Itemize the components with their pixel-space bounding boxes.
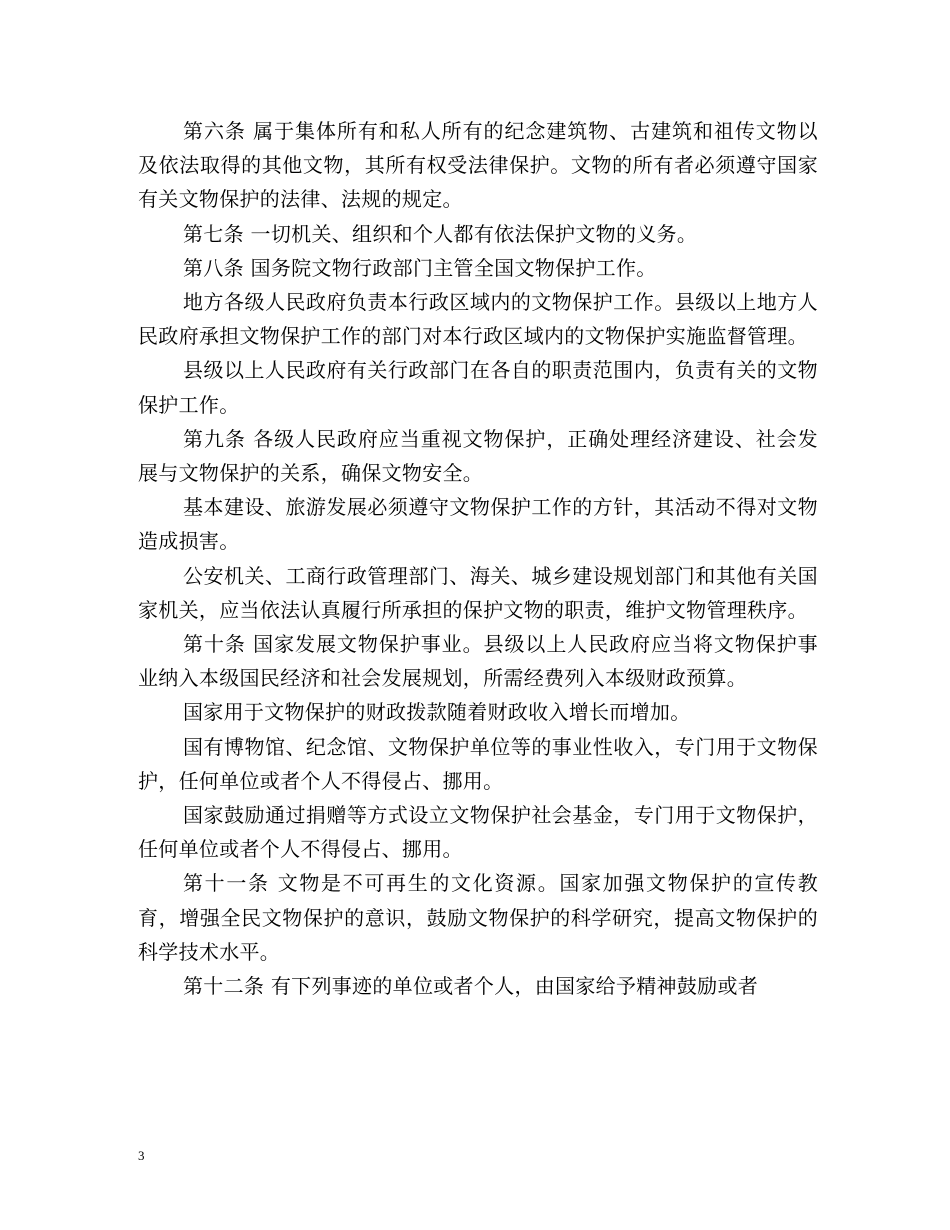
paragraph-article-9: 第九条 各级人民政府应当重视文物保护，正确处理经济建设、社会发展与文物保护的关系，确保文物安全。: [138, 426, 818, 486]
paragraph-article-11: 第十一条 文物是不可再生的文化资源。国家加强文物保护的宣传教育，增强全民文物保护的意识，鼓励文物保护的科学研究，提高文物保护的科学技术水平。: [138, 871, 818, 964]
paragraph: 县级以上人民政府有关行政部门在各自的职责范围内，负责有关的文物保护工作。: [138, 358, 818, 417]
paragraph: 国有博物馆、纪念馆、文物保护单位等的事业性收入，专门用于文物保护，任何单位或者个人不得侵占、挪用。: [138, 734, 818, 793]
paragraph: 国家鼓励通过捐赠等方式设立文物保护社会基金，专门用于文物保护，任何单位或者个人不得侵占、挪用。: [138, 803, 818, 862]
page-number: 3: [138, 1148, 145, 1163]
paragraph: 公安机关、工商行政管理部门、海关、城乡建设规划部门和其他有关国家机关，应当依法认真履行所承担的保护文物的职责，维护文物管理秩序。: [138, 563, 818, 622]
paragraph-article-6: 第六条 属于集体所有和私人所有的纪念建筑物、古建筑和祖传文物以及依法取得的其他文物，其所有权受法律保护。文物的所有者必须遵守国家有关文物保护的法律、法规的规定。: [138, 119, 818, 212]
paragraph-article-10: 第十条 国家发展文物保护事业。县级以上人民政府应当将文物保护事业纳入本级国民经济和社会发展规划，所需经费列入本级财政预算。: [138, 632, 818, 691]
paragraph-article-12: 第十二条 有下列事迹的单位或者个人，由国家给予精神鼓励或者: [183, 974, 759, 999]
paragraph: 地方各级人民政府负责本行政区域内的文物保护工作。县级以上地方人民政府承担文物保护工作的部门对本行政区域内的文物保护实施监督管理。: [138, 290, 818, 349]
paragraph-article-7: 第七条 一切机关、组织和个人都有依法保护文物的义务。: [183, 221, 698, 246]
paragraph: 国家用于文物保护的财政拨款随着财政收入增长而增加。: [183, 700, 691, 725]
body-text: [138, 114, 818, 1003]
paragraph: 基本建设、旅游发展必须遵守文物保护工作的方针，其活动不得对文物造成损害。: [138, 495, 818, 554]
paragraph-article-8: 第八条 国务院文物行政部门主管全国文物保护工作。: [183, 255, 657, 280]
